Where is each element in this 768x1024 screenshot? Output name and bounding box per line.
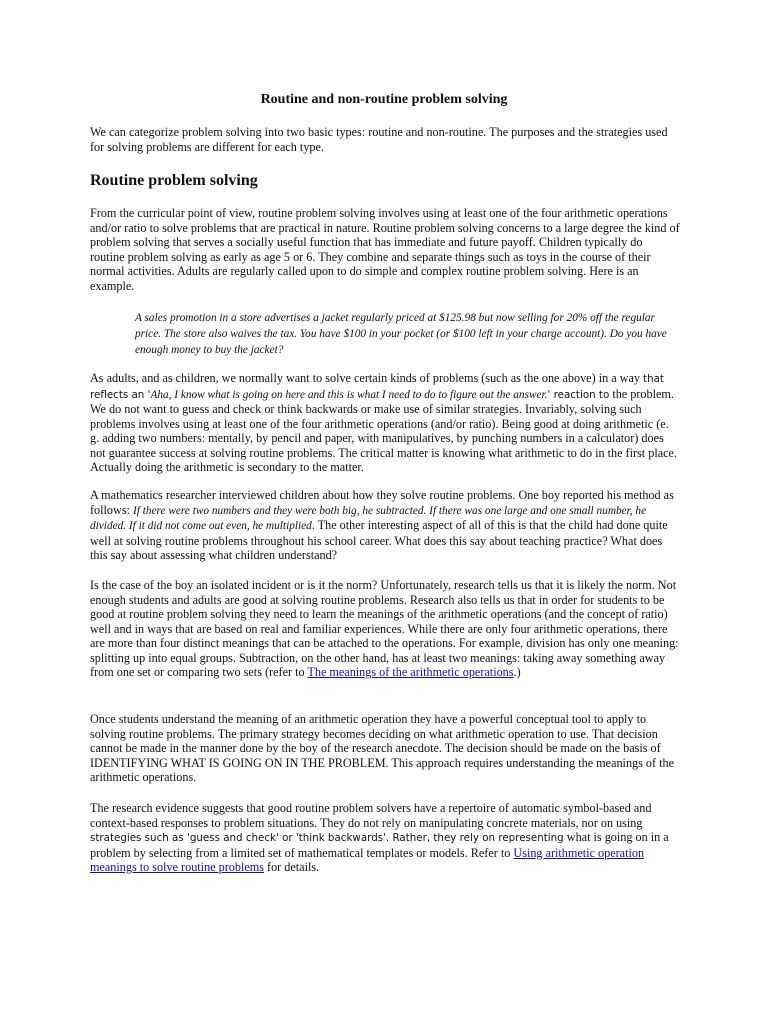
- paragraph-2-text-e: the problem. We do not want to guess and check or think backwards or make use of similar strategies. Invariably, solving such problems involves using at least one of the four arithmetic operations (and/or ratio). Being good at doing arithmetic (e. g. adding two numbers: mentally, by pencil and paper, with manipulatives, by punching numbers in a calculator) does not guarantee success at solving routine problems. The critical matter is knowing what arithmetic to do in the first place. Actually doing the arithmetic is secondary to the matter.: [90, 386, 677, 474]
- paragraph-2-text-d: ' reaction to: [547, 388, 610, 401]
- paragraph-6-text-d: for details.: [263, 860, 320, 874]
- page-title: Routine and non-routine problem solving: [260, 92, 508, 107]
- paragraph-4-text-b: .): [513, 665, 521, 679]
- section-heading: Routine problem solving: [90, 172, 258, 189]
- paragraph-2: [90, 371, 680, 475]
- intro-paragraph: We can categorize problem solving into two basic types: routine and non-routine. The purposes and the strategies used for solving problems are different for each type.: [90, 125, 668, 154]
- paragraph-3-text-a: A mathematics researcher interviewed children about how they solve routine problems. One boy reported his method as follows:: [90, 488, 674, 517]
- example-quote: A sales promotion in a store advertises a jacket regularly priced at $125.98 but now selling for 20% off the regular price. The store also waives the tax. You have $100 in your pocket (or $100 left in your charge account). Do you have enough money to buy the jacket?: [135, 312, 667, 356]
- paragraph-1: From the curricular point of view, routine problem solving involves using at least one of the four arithmetic operations and/or ratio to solve problems that are practical in nature. Routine problem solving concerns to a large degree the kind of problem solving that serves a socially useful function that has immediate and future payoff. Children typically do routine problem solving as early as age 5 or 6. They combine and separate things such as toys in the course of their normal activities. Adults are regularly called upon to do simple and complex routine problem solving. Here is an example.: [90, 206, 680, 293]
- paragraph-3: [90, 488, 680, 563]
- paragraph-4: [90, 578, 680, 680]
- paragraph-6-text-c: what is going on in a problem by selecting from a limited set of mathematical templates or models. Refer to: [90, 830, 669, 860]
- paragraph-2-text-a: As adults, and as children, we normally want to solve certain kinds of problems (such as the one above) in a way: [90, 371, 640, 385]
- paragraph-2-text-b: that reflects an ': [90, 373, 664, 401]
- operation-meanings-link[interactable]: Using arithmetic operation meanings to solve routine problems: [90, 845, 645, 874]
- paragraph-4-text-a: Is the case of the boy an isolated incident or is it the norm? Unfortunately, research tells us that it is likely the norm. Not enough students and adults are good at solving routine problems. Research also tells us that in order for students to be good at routine problem solving they need to learn the meanings of the arithmetic operations (and the concept of ratio) well and in ways that are based on real and familiar experiences. While there are only four arithmetic operations, there are more than four distinct meanings that can be attached to the operations. For example, division has only one meaning: splitting up into equal groups. Subtraction, on the other hand, has at least two meanings: taking away something away from one set or comparing two sets (refer to: [90, 578, 679, 679]
- paragraph-6-text-a: The research evidence suggests that good routine problem solvers have a repertoire of automatic symbol-based and context-based responses to problem situations. They do not rely on manipulating concrete materials, nor on using: [90, 801, 652, 830]
- paragraph-2-aha-quote: Aha, I know what is going on here and this is what I need to do to figure out the answer.: [150, 388, 548, 401]
- paragraph-6: [90, 801, 680, 875]
- meanings-of-operations-link[interactable]: The meanings of the arithmetic operations: [307, 665, 514, 679]
- paragraph-5: Once students understand the meaning of an arithmetic operation they have a powerful conceptual tool to apply to solving routine problems. The primary strategy becomes deciding on what arithmetic operation to use. That decision cannot be made in the manner done by the boy of the research anecdote. The decision should be made on the basis of IDENTIFYING WHAT IS GOING ON IN THE PROBLEM. This approach requires understanding the meanings of the arithmetic operations.: [90, 712, 675, 784]
- paragraph-3-method-quote: If there were two numbers and they were both big, he subtracted. If there was one large and one small number, he divided. If it did not come out even, he multiplied: [90, 504, 647, 532]
- paragraph-3-text-c: . The other interesting aspect of all of this is that the child had done quite well at solving routine problems throughout his school career. What does this say about teaching practice? What does this say about assessing what children understand?: [90, 518, 668, 562]
- paragraph-6-text-b: strategies such as 'guess and check' or 'think backwards'. Rather, they rely on representing: [90, 832, 564, 844]
